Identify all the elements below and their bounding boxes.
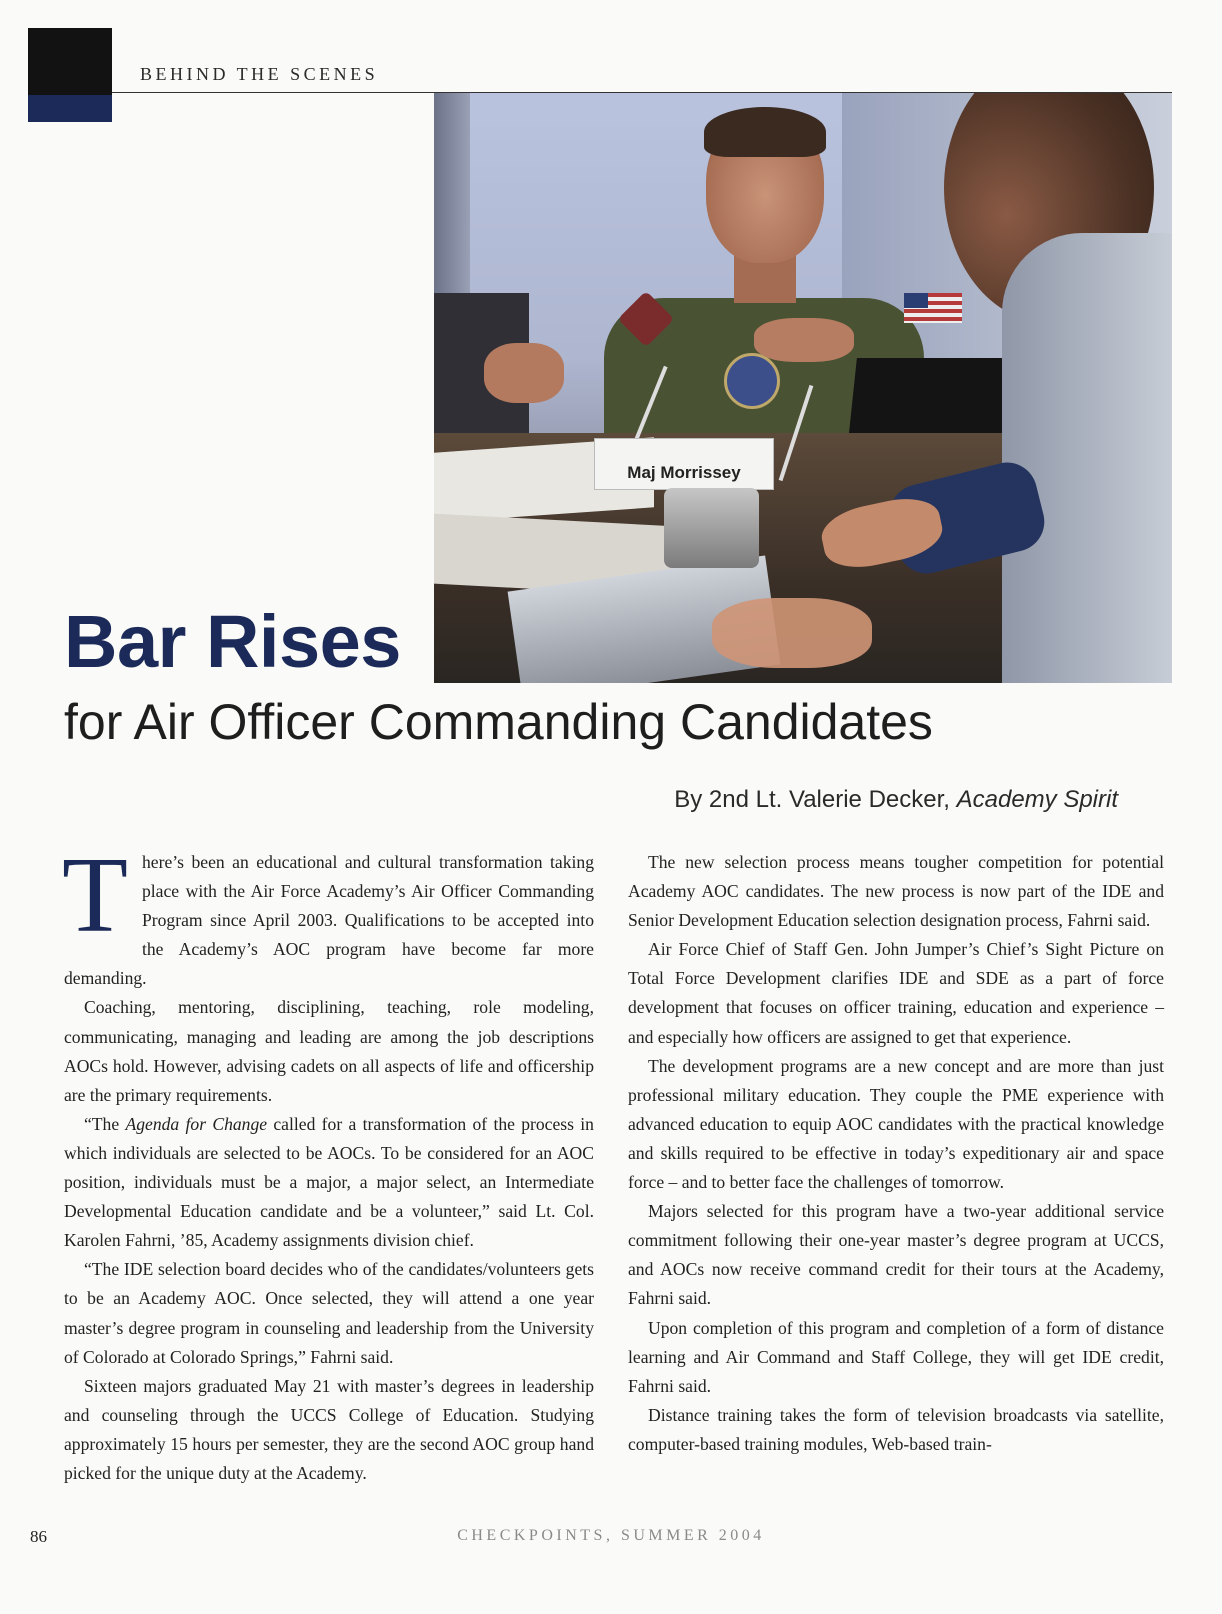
section-label: BEHIND THE SCENES xyxy=(140,64,379,84)
paragraph-text: here’s been an educational and cultural transformation taking place with the Air Force Academy’s Air Officer Commanding Program since April 2003. Qualifications to be accepted into the Academy’s AOC program have become far more demanding. xyxy=(64,852,594,989)
paragraph: The development programs are a new concept and are more than just professional military education. They couple the PME experience with advanced education to equip AOC candidates with the practical knowledge and skills required to be effective in today’s expeditionary air and space force – and to better face the challenges of tomorrow. xyxy=(628,1055,1164,1193)
photo-nameplate: Maj Morrissey xyxy=(594,438,774,490)
article-title: Bar Rises xyxy=(64,600,401,683)
byline-publication: Academy Spirit xyxy=(956,786,1118,813)
paragraph: Majors selected for this program have a two-year additional service commitment following their one-year master’s degree program at UCCS, and AOCs now receive command credit for their tours at the Academy, Fahrni said. xyxy=(628,1201,1164,1309)
photo-cadet-shoulder xyxy=(1002,233,1172,683)
byline-author: By 2nd Lt. Valerie Decker, xyxy=(674,786,957,813)
italic-title: Agenda for Change xyxy=(125,1113,268,1134)
page-number: 86 xyxy=(30,1527,47,1546)
article-subtitle: for Air Officer Commanding Candidates xyxy=(64,694,933,750)
paragraph: “The IDE selection board decides who of the candidates/volunteers gets to be an Academy AOC. Once selected, they will attend a one year master’s degree program in counseling and leadership from the University of Colorado at Colorado Springs,” Fahrni said. xyxy=(64,1259,594,1367)
photo-officer-hand-left xyxy=(484,343,564,403)
paragraph xyxy=(62,836,594,993)
paragraph: The new selection process means tougher competition for potential Academy AOC candidates. The new process is now part of the IDE and Senior Development Education selection designation process, Fahrni said. xyxy=(628,852,1164,931)
photo-flag-patch xyxy=(904,293,962,323)
column-right xyxy=(628,848,1164,1459)
corner-band xyxy=(28,95,112,122)
photo-chest-patch xyxy=(724,353,780,409)
column-left xyxy=(62,836,594,1488)
paragraph: Sixteen majors graduated May 21 with master’s degrees in leadership and counseling through the UCCS College of Education. Studying approximately 15 hours per semester, they are the second AOC group hand picked for the unique duty at the Academy. xyxy=(64,1375,594,1483)
photo-stapler xyxy=(664,488,759,568)
photo-officer-hair xyxy=(704,107,826,157)
photo-officer-hand-right xyxy=(754,318,854,362)
paragraph: Distance training takes the form of television broadcasts via satellite, computer-based training modules, Web-based train- xyxy=(628,1404,1164,1454)
byline xyxy=(674,786,1118,814)
corner-block xyxy=(28,28,112,122)
article-photo xyxy=(434,93,1172,683)
paragraph-text: called for a transformation of the process in which individuals are selected to be AOCs. To be considered for an AOC position, individuals must be a major, a major select, an Intermediate Developmental Education candidate and be a volunteer,” said Lt. Col. Karolen Fahrni, ’85, Academy assignments division chief. xyxy=(64,1113,594,1251)
drop-cap: T xyxy=(62,836,128,955)
paragraph: Upon completion of this program and completion of a form of distance learning and Air Command and Staff College, they will get IDE credit, Fahrni said. xyxy=(628,1317,1164,1396)
paragraph-text: “The xyxy=(84,1113,126,1134)
publication-footer: CHECKPOINTS, SUMMER 2004 xyxy=(457,1527,765,1544)
photo-cadet-hand-2 xyxy=(712,598,872,668)
paragraph: Air Force Chief of Staff Gen. John Jumper’s Chief’s Sight Picture on Total Force Development clarifies IDE and SDE as a part of force development that focuses on officer training, education and experience – and especially how officers are assigned to get that experience. xyxy=(628,939,1164,1047)
paragraph xyxy=(64,1110,594,1255)
paragraph: Coaching, mentoring, disciplining, teaching, role modeling, communicating, managing and leading are among the job descriptions AOCs hold. However, advising cadets on all aspects of life and officership are the primary requirements. xyxy=(64,997,594,1105)
